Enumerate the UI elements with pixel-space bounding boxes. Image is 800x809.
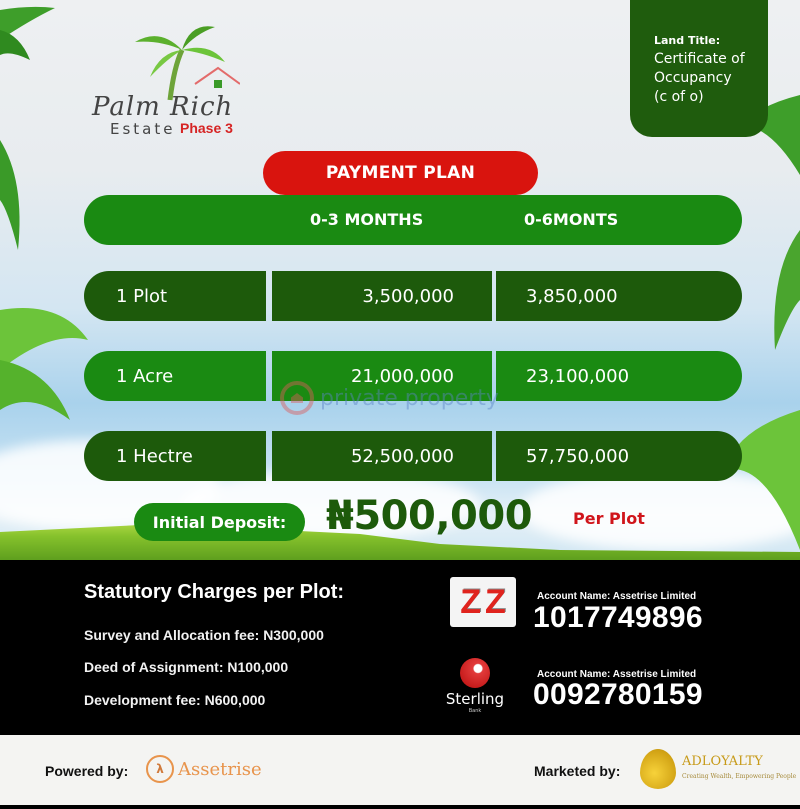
land-title-line: (c of o) (654, 89, 704, 105)
sterling-bank-logo (440, 658, 510, 718)
palm-tree-icon (130, 22, 240, 102)
column-header-6-months: 0-6MONTS (524, 210, 619, 229)
logo-estate-text: Estate (110, 120, 176, 138)
land-title-line: Certificate of (654, 51, 745, 67)
sterling-name: Sterling (445, 690, 505, 708)
adloyalty-tagline: Creating Wealth, Empowering People (682, 773, 797, 780)
assetrise-text: Assetrise (178, 758, 262, 780)
price-6-months: 3,850,000 (496, 271, 742, 321)
bottom-border (0, 805, 800, 809)
adloyalty-text (682, 755, 796, 783)
sterling-account-number: 0092780159 (533, 678, 703, 711)
zenith-z-icon: Z (460, 582, 481, 621)
price-3-months: 3,500,000 (272, 271, 492, 321)
initial-deposit-amount: ₦500,000 (326, 493, 533, 539)
adloyalty-logo (640, 749, 796, 789)
watermark-text: private property (320, 385, 499, 411)
land-title-line: Occupancy (654, 70, 732, 86)
palm-frond-icon (0, 0, 60, 70)
row-label: 1 Acre (84, 351, 266, 401)
assetrise-mark-icon: λ (146, 755, 174, 783)
price-3-months: 52,500,000 (272, 431, 492, 481)
powered-by-label: Powered by: (45, 763, 129, 779)
zenith-z-icon: Z (485, 582, 506, 621)
footer (0, 735, 800, 805)
payment-plan-title: PAYMENT PLAN (263, 151, 538, 195)
row-label: 1 Plot (84, 271, 266, 321)
column-header-3-months: 0-3 MONTHS (310, 210, 424, 229)
land-title-box (630, 0, 768, 137)
payment-plan-header (84, 195, 742, 245)
table-row (84, 271, 742, 321)
palm-frond-icon (0, 140, 30, 260)
price-6-months: 23,100,000 (496, 351, 742, 401)
charge-item: Deed of Assignment: N100,000 (84, 659, 289, 675)
initial-deposit-label: Initial Deposit: (134, 503, 305, 541)
assetrise-logo (146, 755, 262, 783)
land-title-label: Land Title: (654, 34, 721, 47)
palm-frond-icon (765, 230, 800, 360)
price-6-months: 57,750,000 (496, 431, 742, 481)
adloyalty-brand: ADLOYALTY (682, 754, 763, 769)
statutory-charges-panel (0, 560, 800, 735)
house-icon (280, 381, 314, 415)
marketed-by-label: Marketed by: (534, 763, 621, 779)
palm-frond-icon (0, 300, 90, 430)
zenith-bank-logo (450, 577, 516, 627)
logo-phase-text: Phase 3 (180, 120, 233, 136)
watermark (280, 381, 499, 415)
charge-item: Survey and Allocation fee: N300,000 (84, 627, 324, 643)
adloyalty-flame-icon (640, 749, 676, 789)
logo-script-text: Palm Rich (92, 92, 234, 122)
land-title-value (654, 50, 768, 107)
price-3-months: 21,000,000 (272, 351, 492, 401)
sterling-ball-icon (460, 658, 490, 688)
sterling-sub: Bank (468, 708, 482, 714)
row-label: 1 Hectre (84, 431, 266, 481)
charges-title: Statutory Charges per Plot: (84, 581, 345, 603)
table-row (84, 431, 742, 481)
palm-rich-logo (90, 22, 250, 142)
sterling-account-name: Account Name: Assetrise Limited (537, 669, 697, 680)
zenith-account-name: Account Name: Assetrise Limited (537, 591, 697, 602)
zenith-account-number: 1017749896 (533, 601, 703, 634)
initial-deposit-unit: Per Plot (573, 509, 645, 528)
charge-item: Development fee: N600,000 (84, 692, 266, 708)
